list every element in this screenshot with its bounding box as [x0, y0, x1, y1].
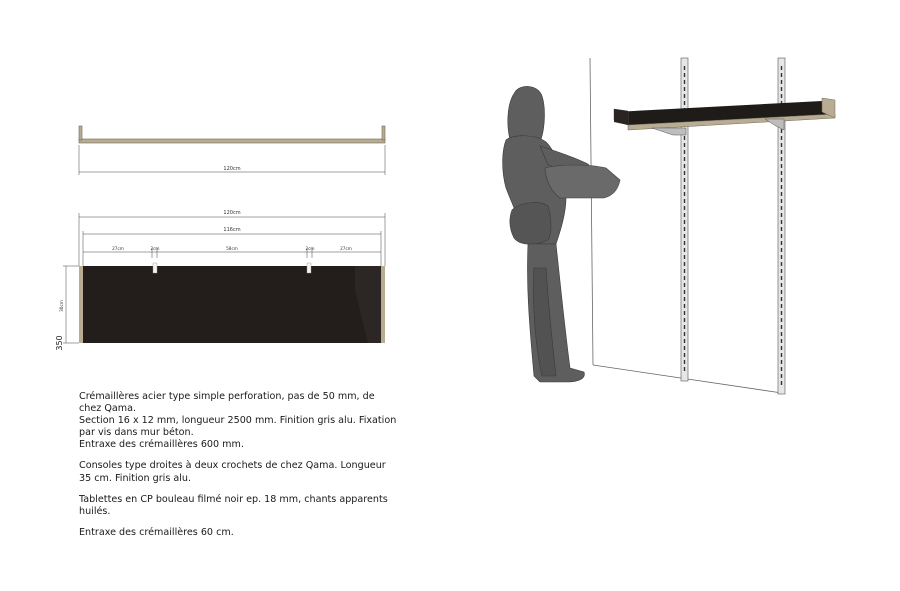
perspective-illustration: [503, 58, 835, 394]
shelf-top-board: [79, 139, 385, 143]
height-label: 30cm: [59, 300, 64, 312]
elevation-inner-width-label: 116cm: [223, 227, 241, 233]
height-mm-label: 350: [55, 335, 64, 351]
shelf-top-left-lip: [79, 126, 82, 140]
note-rails-line2: Section 16 x 12 mm, longueur 2500 mm. Finition gris alu. Fixation par vis dans mur béton.: [79, 415, 397, 439]
height-dimension: [63, 266, 79, 343]
person-figure: [503, 86, 620, 382]
note-rails-line3: Entraxe des crémaillères 600 mm.: [79, 439, 244, 451]
elevation-dimension-lines: [79, 213, 385, 266]
panel-right-edge: [381, 266, 385, 343]
perspective-shelf: [614, 98, 835, 135]
elevation-total-width-label: 120cm: [223, 210, 241, 216]
note-spacing: Entraxe des crémaillères 60 cm.: [79, 526, 234, 538]
specification-notes: [79, 391, 399, 548]
segment-label-1: 27cm: [112, 246, 124, 251]
panel-left-edge: [79, 266, 83, 343]
wall-edge: [590, 58, 593, 365]
note-shelves: Tablettes en CP bouleau filmé noir ep. 18 mm, chants apparents huilés.: [79, 493, 388, 517]
wall-rail-left: [681, 58, 688, 381]
rail-hook-left: [153, 263, 157, 273]
rail-hook-right: [307, 263, 311, 273]
segment-label-2: 2cm: [150, 246, 160, 251]
segment-label-5: 27cm: [340, 246, 352, 251]
segment-label-3: 58cm: [226, 246, 238, 251]
bracket-left: [652, 128, 686, 135]
shelf-top-right-lip: [382, 126, 385, 140]
note-brackets: Consoles type droites à deux crochets de chez Qama. Longueur 35 cm. Finition gris alu.: [79, 460, 386, 484]
note-rails-line1: Crémaillères acier type simple perforation, pas de 50 mm, de chez Qama.: [79, 391, 375, 415]
black-shelf-panel: [79, 266, 385, 343]
shelf-top-view: [79, 126, 385, 175]
shelf-elevation-view: [55, 210, 385, 351]
segment-label-4: 2cm: [305, 246, 315, 251]
bracket-right: [765, 119, 784, 130]
front-width-label: 120cm: [223, 166, 241, 172]
